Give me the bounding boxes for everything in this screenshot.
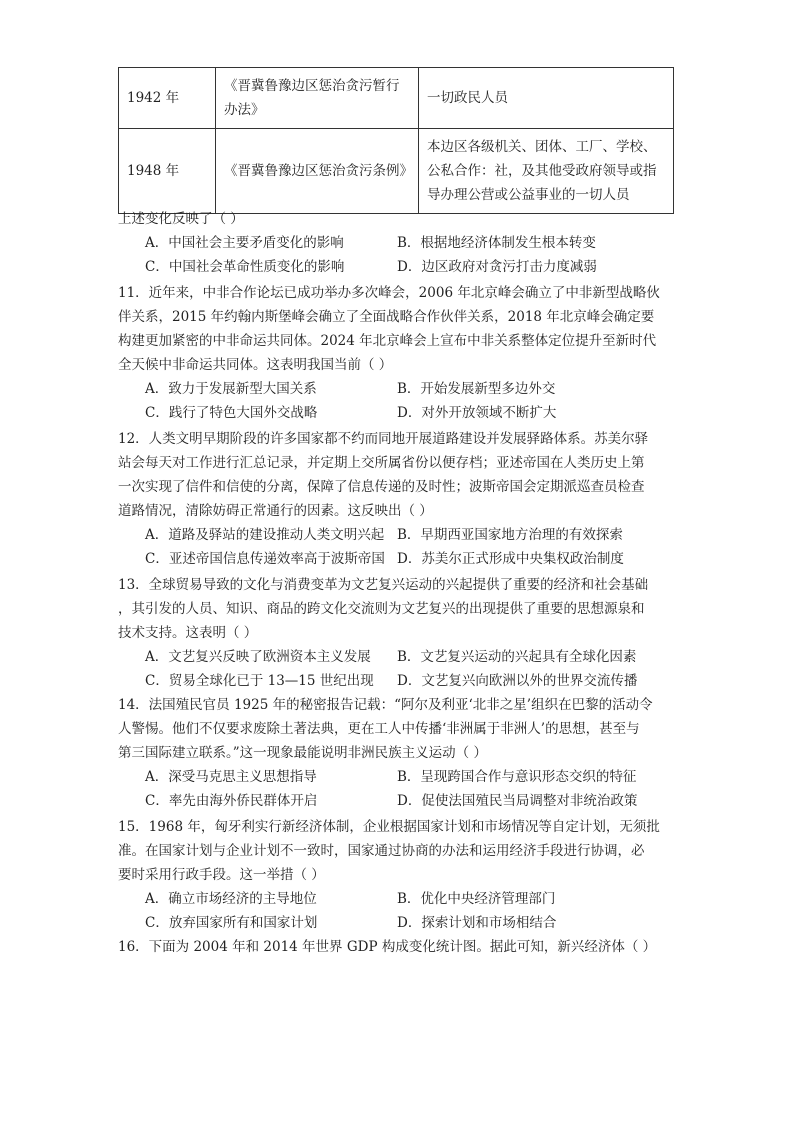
q10-stem: 上述变化反映了（ ） [118, 211, 244, 227]
table-cell-year: 1948 年 [119, 129, 216, 214]
q10-option-c[interactable]: C．中国社会革命性质变化的影响 [145, 259, 345, 275]
q11-option-d[interactable]: D．对外开放领域不断扩大 [397, 405, 557, 421]
q14-line-3: 第三国际建立联系。”这一现象最能说明非洲民族主义运动（ ） [118, 745, 487, 761]
table-row [119, 129, 674, 214]
q12-line-1: 12．人类文明早期阶段的许多国家都不约而同地开展道路建设并发展驿路体系。苏美尔驿 [118, 431, 649, 447]
q11-line-1: 11．近年来，中非合作论坛已成功举办多次峰会，2006 年北京峰会确立了中非新型战略伙 [118, 285, 660, 301]
table-cell-law: 《晋冀鲁豫边区惩治贪污条例》 [216, 129, 419, 214]
q13-line-2: ，其引发的人员、知识、商品的跨文化交流则为文艺复兴的出现提供了重要的思想源泉和 [118, 601, 645, 617]
q11-line-2: 伴关系，2015 年约翰内斯堡峰会确立了全面战略合作伙伴关系，2018 年北京峰会确定要 [118, 309, 655, 325]
q15-line-3: 要时采用行政手段。这一举措（ ） [118, 867, 325, 883]
q13-option-a[interactable]: A．文艺复兴反映了欧洲资本主义发展 [145, 649, 371, 665]
q12-option-b[interactable]: B．早期西亚国家地方治理的有效探索 [397, 527, 623, 543]
q13-line-1: 13．全球贸易导致的文化与消费变革为文艺复兴运动的兴起提供了重要的经济和社会基础 [118, 577, 649, 593]
q11-line-3: 构建更加紧密的中非命运共同体。2024 年北京峰会上宣布中非关系整体定位提升至新时代 [118, 333, 657, 349]
q15-option-c[interactable]: C．放弃国家所有和国家计划 [145, 915, 318, 931]
q12-line-3: 一次实现了信件和信使的分离，保障了信息传递的及时性；波斯帝国会定期派巡查员检查 [118, 479, 645, 495]
q12-option-a[interactable]: A．道路及驿站的建设推动人类文明兴起 [145, 527, 385, 543]
q12-option-d[interactable]: D．苏美尔正式形成中央集权政治制度 [397, 551, 624, 567]
anti-corruption-law-table [118, 67, 674, 214]
q10-option-b[interactable]: B．根据地经济体制发生根本转变 [397, 235, 596, 251]
q15-option-a[interactable]: A．确立市场经济的主导地位 [145, 891, 317, 907]
q10-option-a[interactable]: A．中国社会主要矛盾变化的影响 [145, 235, 344, 251]
table-row [119, 68, 674, 129]
q12-line-2: 站会每天对工作进行汇总记录，并定期上交所属省份以便存档；亚述帝国在人类历史上第 [118, 455, 645, 471]
q12-option-c[interactable]: C．亚述帝国信息传递效率高于波斯帝国 [145, 551, 385, 567]
q10-option-d[interactable]: D．边区政府对贪污打击力度减弱 [397, 259, 597, 275]
q11-line-4: 全天候中非命运共同体。这表明我国当前（ ） [118, 357, 393, 373]
q13-option-c[interactable]: C．贸易全球化已于 13—15 世纪出现 [145, 673, 374, 689]
q16-line-1: 16．下面为 2004 年和 2014 年世界 GDP 构成变化统计图。据此可知，新兴经济体（ ） [118, 939, 657, 955]
q15-line-2: 准。在国家计划与企业计划不一致时，国家通过协商的办法和运用经济手段进行协调，必 [118, 843, 645, 859]
q14-option-d[interactable]: D．促使法国殖民当局调整对非统治政策 [397, 793, 638, 809]
table-cell-scope: 一切政民人员 [419, 68, 674, 129]
q14-option-c[interactable]: C．率先由海外侨民群体开启 [145, 793, 318, 809]
q14-option-a[interactable]: A．深受马克思主义思想指导 [145, 769, 317, 785]
q13-option-d[interactable]: D．文艺复兴向欧洲以外的世界交流传播 [397, 673, 638, 689]
q15-option-d[interactable]: D．探索计划和市场相结合 [397, 915, 557, 931]
q15-option-b[interactable]: B．优化中央经济管理部门 [397, 891, 556, 907]
q11-option-c[interactable]: C．践行了特色大国外交战略 [145, 405, 318, 421]
q13-line-3: 技术支持。这表明（ ） [118, 625, 258, 641]
q14-line-1: 14．法国殖民官员 1925 年的秘密报告记载：“阿尔及利亚‘北非之星’组织在巴黎的活动令 [118, 697, 653, 713]
table-cell-scope: 本边区各级机关、团体、工厂、学校、公私合作：社，及其他受政府领导或指导办理公营或公益事业的一切人员 [419, 129, 674, 214]
q13-option-b[interactable]: B．文艺复兴运动的兴起具有全球化因素 [397, 649, 637, 665]
table-cell-year: 1942 年 [119, 68, 216, 129]
q15-line-1: 15．1968 年，匈牙利实行新经济体制，企业根据国家计划和市场情况等自定计划，无须批 [118, 819, 660, 835]
q11-option-a[interactable]: A．致力于发展新型大国关系 [145, 381, 317, 397]
table-cell-law: 《晋冀鲁豫边区惩治贪污暂行办法》 [216, 68, 419, 129]
q12-line-4: 道路情况，清除妨碍正常通行的因素。这反映出（ ） [118, 503, 433, 519]
q11-option-b[interactable]: B．开始发展新型多边外交 [397, 381, 556, 397]
q14-line-2: 人警惕。他们不仅要求废除土著法典，更在工人中传播‘非洲属于非洲人’的思想，甚至与 [118, 721, 640, 737]
q14-option-b[interactable]: B．呈现跨国合作与意识形态交织的特征 [397, 769, 637, 785]
